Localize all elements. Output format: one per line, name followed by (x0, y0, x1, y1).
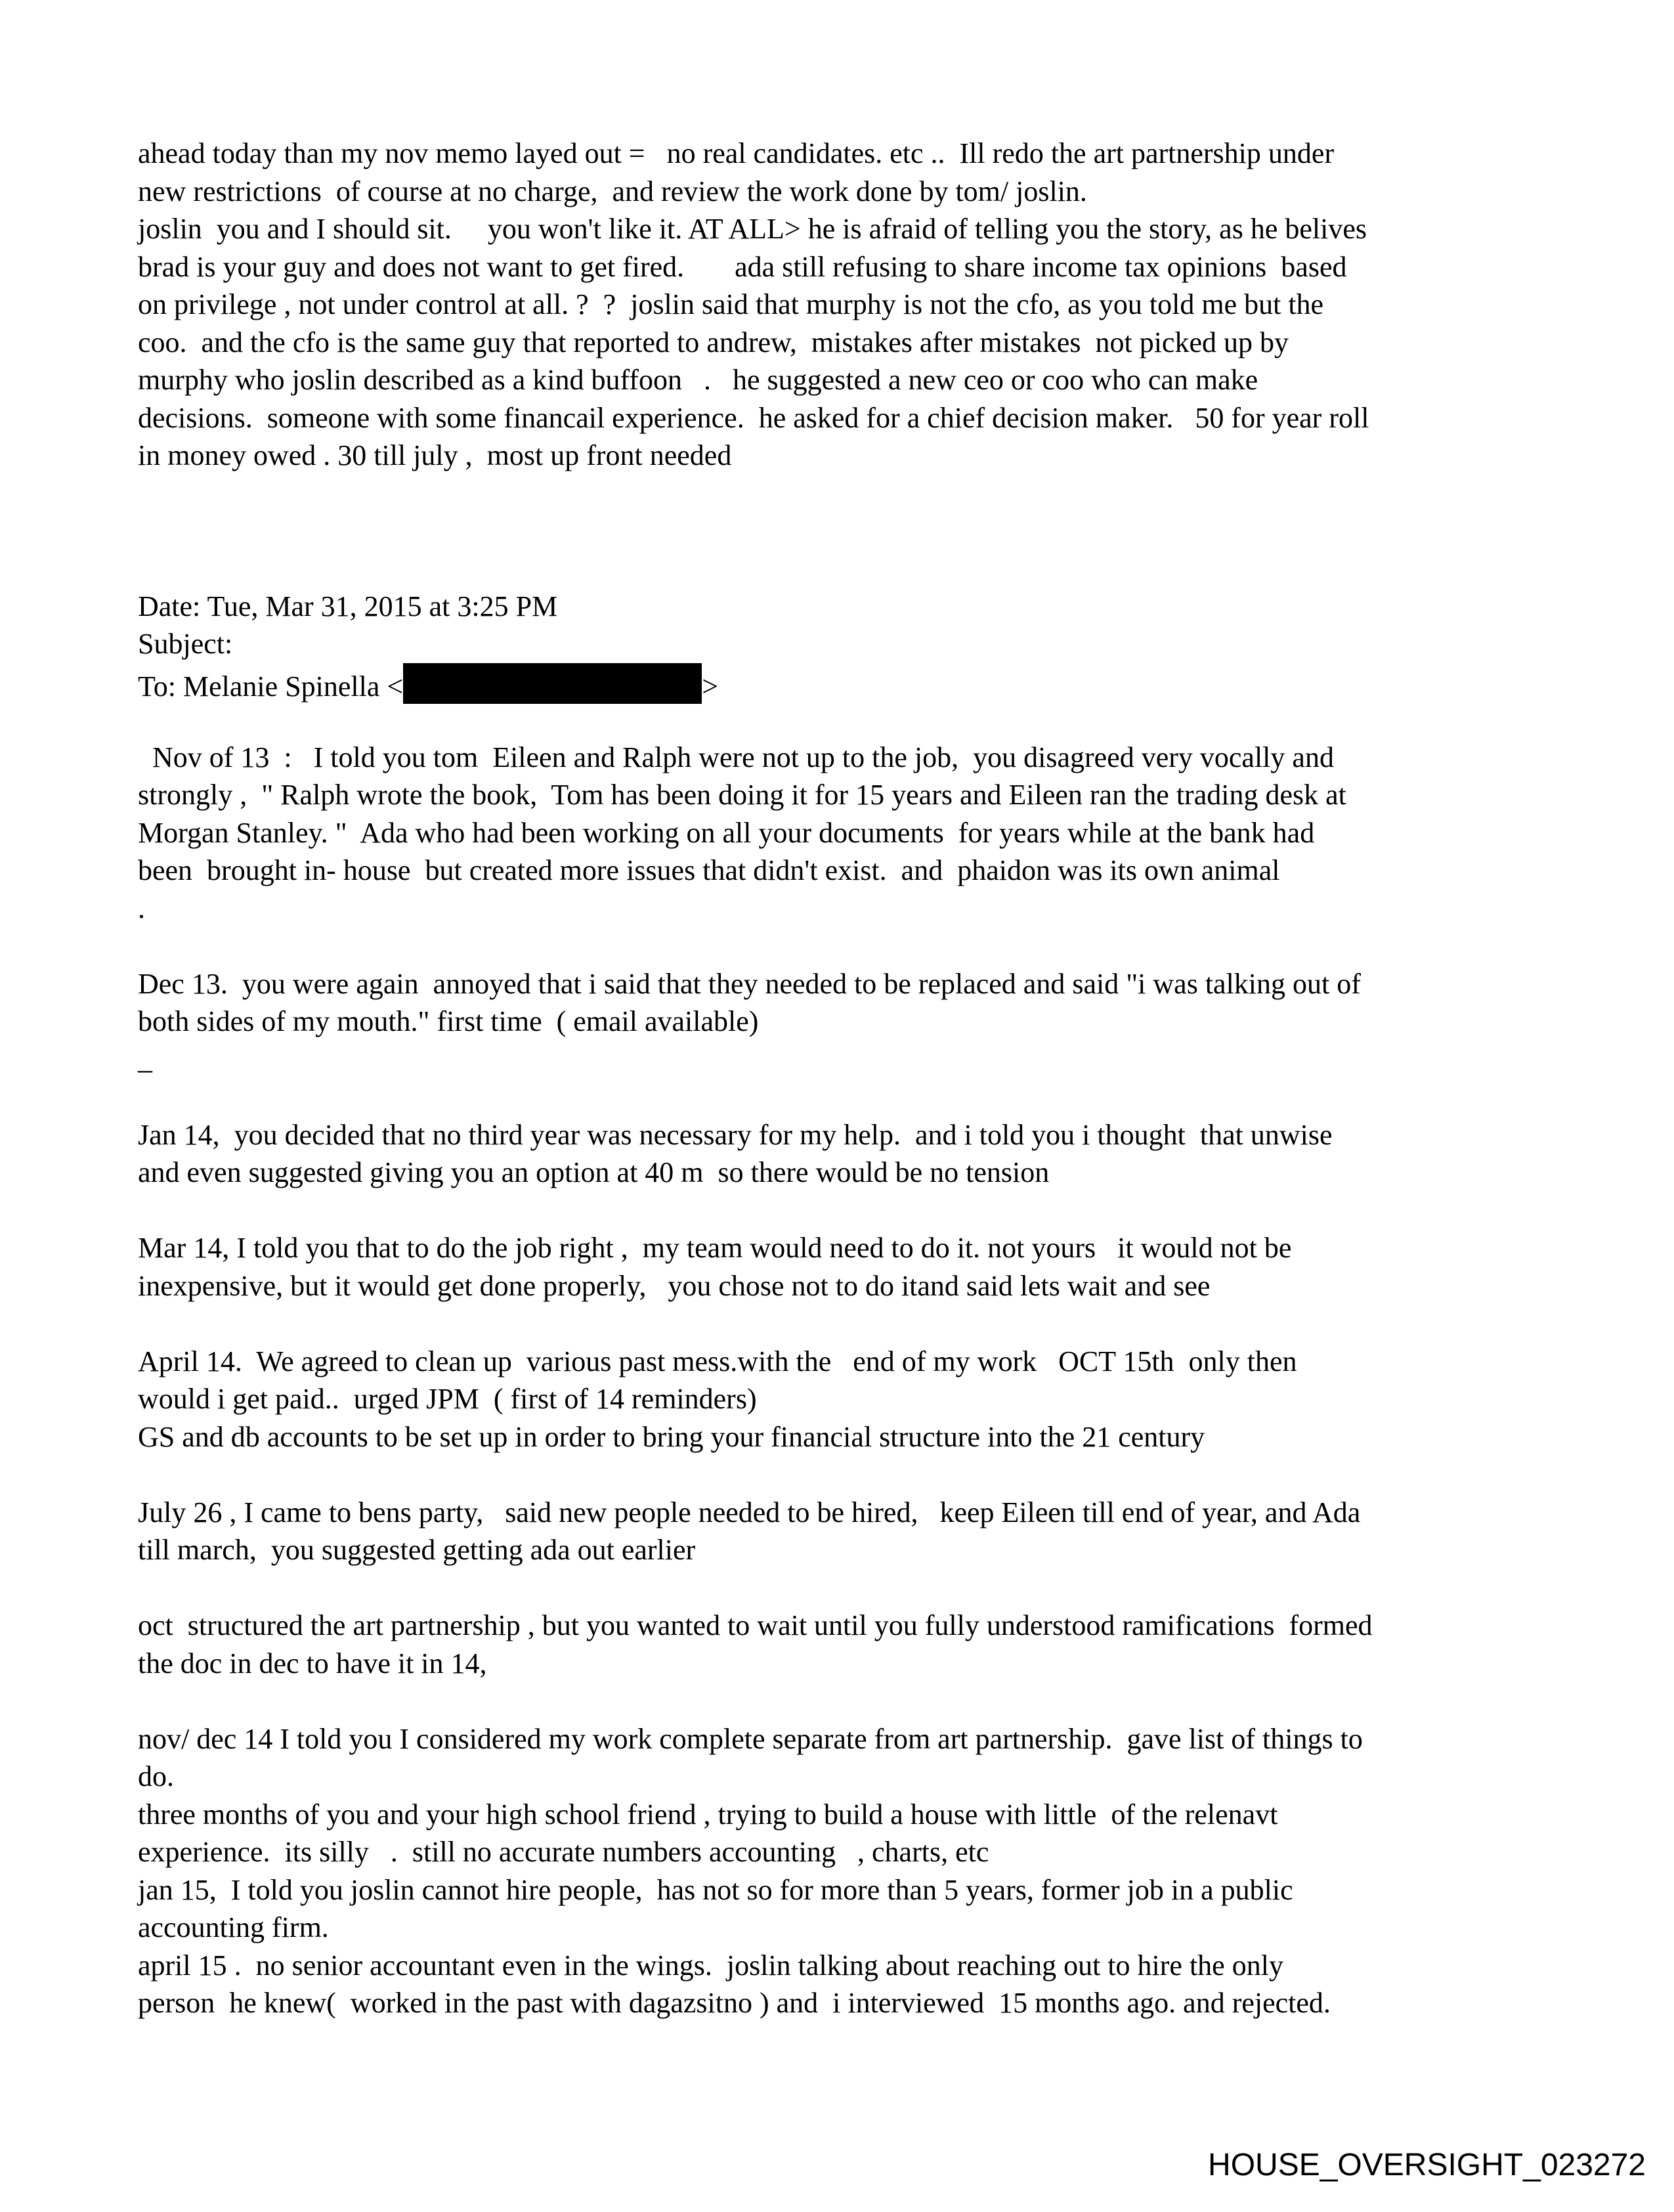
text-line: joslin you and I should sit. you won't like it. AT ALL> he is afraid of telling you the story, as he belives (138, 213, 1367, 245)
text-line: . (138, 892, 145, 924)
text-line: Dec 13. you were again annoyed that i said that they needed to be replaced and said "i was talking out of (138, 967, 1361, 1000)
text-line: the doc in dec to have it in 14, (138, 1647, 487, 1680)
entry-paragraph (138, 1229, 1549, 1305)
entry-paragraph (138, 1607, 1549, 1682)
top-paragraph (138, 135, 1549, 475)
text-line: been brought in- house but created more issues that didn't exist. and phaidon was its own animal (138, 854, 1280, 886)
text-line: jan 15, I told you joslin cannot hire people, has not so for more than 5 years, former job in a public (138, 1873, 1293, 1906)
redaction-box (403, 663, 702, 704)
text-line: three months of you and your high school friend , trying to build a house with little of the relenavt (138, 1798, 1278, 1831)
text-line: Morgan Stanley. " Ada who had been working on all your documents for years while at the bank had (138, 816, 1315, 849)
text-line: oct structured the art partnership , but you wanted to wait until you fully understood ramifications formed (138, 1609, 1373, 1641)
text-line: both sides of my mouth." first time ( email available) (138, 1005, 759, 1037)
text-line: decisions. someone with some financail experience. he asked for a chief decision maker. 50 for year roll (138, 401, 1369, 434)
email-header (138, 588, 1549, 701)
text-line: strongly , " Ralph wrote the book, Tom has been doing it for 15 years and Eileen ran the trading desk at (138, 779, 1346, 811)
entry-paragraph (138, 1720, 1549, 2022)
document-body (138, 135, 1549, 2022)
text-line: till march, you suggested getting ada out earlier (138, 1534, 696, 1566)
date-line: Date: Tue, Mar 31, 2015 at 3:25 PM (138, 590, 558, 622)
text-line: Jan 14, you decided that no third year was necessary for my help. and i told you i thought that unwise (138, 1118, 1333, 1151)
bates-number: HOUSE_OVERSIGHT_023272 (1208, 2148, 1646, 2182)
subject-line: Subject: (138, 628, 233, 660)
to-line (138, 663, 1549, 701)
text-line: person he knew( worked in the past with dagazsitno ) and i interviewed 15 months ago. and rejected. (138, 1987, 1331, 2019)
entry-paragraph (138, 1116, 1549, 1192)
text-line: GS and db accounts to be set up in order to bring your financial structure into the 21 century (138, 1420, 1205, 1453)
text-line: nov/ dec 14 I told you I considered my work complete separate from art partnership. gave list of things to (138, 1722, 1363, 1755)
text-line: _ (138, 1043, 152, 1075)
entry-paragraph (138, 739, 1549, 928)
text-line: inexpensive, but it would get done properly, you chose not to do itand said lets wait and see (138, 1269, 1211, 1302)
to-prefix: To: Melanie Spinella < (138, 670, 404, 703)
entry-paragraph (138, 1494, 1549, 1569)
entry-paragraph (138, 1343, 1549, 1456)
text-line: accounting firm. (138, 1911, 329, 1943)
text-line: ahead today than my nov memo layed out = no real candidates. etc .. Ill redo the art partnership under (138, 137, 1335, 169)
text-line: July 26 , I came to bens party, said new people needed to be hired, keep Eileen till end of year, and Ada (138, 1496, 1361, 1529)
text-line: Mar 14, I told you that to do the job right , my team would need to do it. not yours it would not be (138, 1232, 1292, 1264)
text-line: would i get paid.. urged JPM ( first of 14 reminders) (138, 1383, 757, 1415)
text-line: coo. and the cfo is the same guy that reported to andrew, mistakes after mistakes not picked up by (138, 326, 1289, 358)
text-line: April 14. We agreed to clean up various past mess.with the end of my work OCT 15th only then (138, 1345, 1297, 1377)
text-line: on privilege , not under control at all. ? ? joslin said that murphy is not the cfo, as you told me but the (138, 288, 1324, 320)
text-line: new restrictions of course at no charge, and review the work done by tom/ joslin. (138, 175, 1087, 207)
to-suffix: > (702, 670, 719, 703)
entry-paragraph (138, 965, 1549, 1079)
text-line: do. (138, 1760, 174, 1792)
text-line: brad is your guy and does not want to get fired. ada still refusing to share income tax opinions based (138, 250, 1347, 283)
text-line: experience. its silly . still no accurate numbers accounting , charts, etc (138, 1836, 989, 1868)
text-line: and even suggested giving you an option at 40 m so there would be no tension (138, 1156, 1050, 1188)
text-line: Nov of 13 : I told you tom Eileen and Ralph were not up to the job, you disagreed very vocally and (138, 741, 1334, 773)
text-line: in money owed . 30 till july , most up front needed (138, 439, 732, 471)
entries-list (138, 739, 1549, 2022)
text-line: murphy who joslin described as a kind buffoon . he suggested a new ceo or coo who can make (138, 364, 1258, 396)
text-line: april 15 . no senior accountant even in the wings. joslin talking about reaching out to hire the only (138, 1949, 1283, 1982)
